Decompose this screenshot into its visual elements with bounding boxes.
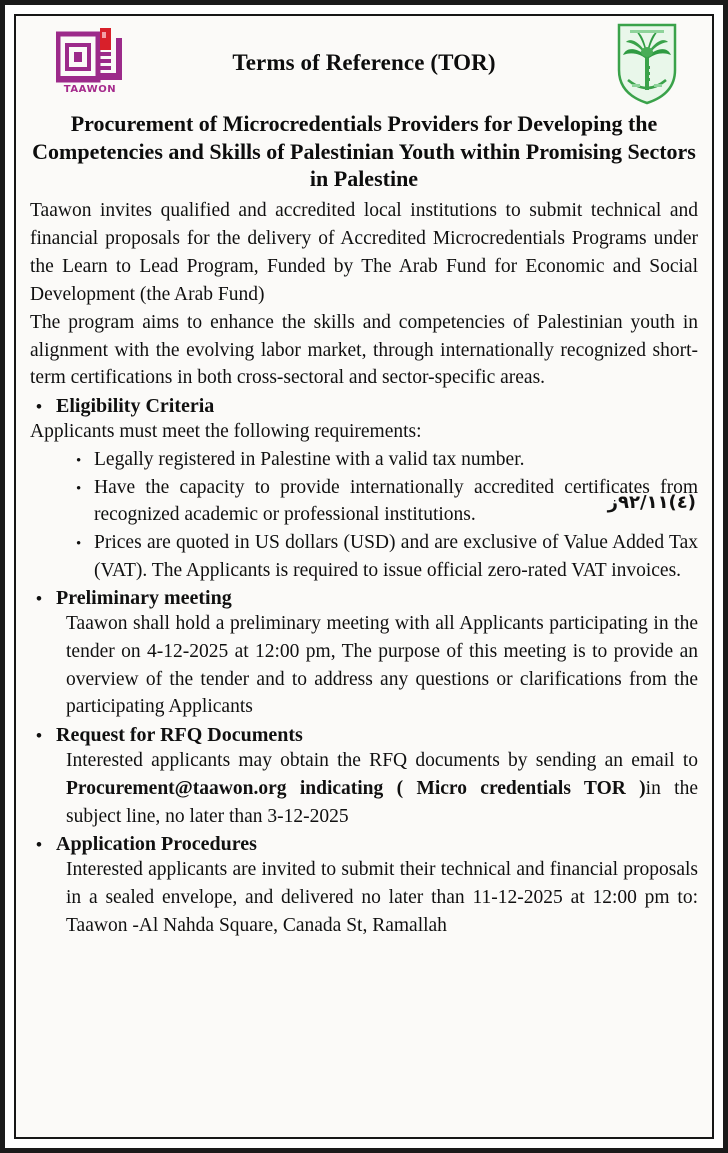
section-application-procedures	[30, 833, 698, 939]
eligibility-lead: Applicants must meet the following requirements:	[30, 421, 422, 443]
list-item-text: Legally registered in Palestine with a valid tax number.	[94, 448, 525, 470]
arabic-reference-number: (٤)١١/٢٩ز	[607, 492, 696, 513]
section-heading-row	[30, 833, 698, 856]
list-item-text: Prices are quoted in US dollars (USD) and are exclusive of Value Added Tax (VAT). The Applicants is required to issue official zero-rated VAT invoices.	[94, 532, 698, 581]
arab-fund-logo	[616, 22, 678, 106]
page-title: Terms of Reference (TOR)	[232, 50, 496, 75]
section-heading: Application Procedures	[56, 833, 257, 856]
preliminary-meeting-body: Taawon shall hold a preliminary meeting with all Applicants participating in the tender on 4-12-2025 at 12:00 pm, The purpose of this meeting is to provide an overview of the tender and to address any questions or clarifications from the participating Applicants	[66, 613, 698, 718]
intro-paragraph-1: Taawon invites qualified and accredited local institutions to submit technical and financial proposals for the delivery of Accredited Microcredentials Programs under the Learn to Lead Program, Funded by The Arab Fund for Economic and Social Development (the Arab Fund)	[30, 200, 698, 305]
section-preliminary-meeting	[30, 587, 698, 721]
document-header	[30, 20, 698, 108]
section-request-rfq-documents	[30, 724, 698, 830]
rfq-email-highlight[interactable]: Procurement@taawon.org indicating ( Micro credentials TOR )	[66, 777, 646, 799]
bullet-icon: •	[36, 397, 42, 417]
list-item-text: Have the capacity to provide internationally accredited certificates from recognized academic or professional institutions.	[94, 476, 698, 526]
arab-fund-shield-icon	[616, 22, 678, 106]
bullet-icon: •	[36, 726, 42, 746]
section-eligibility-criteria	[30, 395, 698, 584]
bullet-icon: •	[36, 835, 42, 855]
bullet-icon: •	[76, 536, 82, 553]
outer-frame	[5, 5, 723, 1148]
list-item	[30, 474, 698, 529]
inner-frame	[14, 14, 714, 1139]
taawon-wordmark: TAAWON	[63, 84, 117, 95]
intro-paragraph-2: The program aims to enhance the skills and competencies of Palestinian youth in alignment with the evolving labor market, through internationally recognized short-term certifications in both cross-sectoral and sector-specific areas.	[30, 311, 698, 389]
document-content	[16, 16, 712, 1137]
rfq-body-part-1: Interested applicants may obtain the RFQ documents by sending an email to	[66, 750, 698, 772]
request-rfq-body	[30, 747, 698, 830]
eligibility-bullet-list	[30, 446, 698, 584]
application-procedures-body: Interested applicants are invited to submit their technical and financial proposals in a sealed envelope, and delivered no later than 11-12-2025 at 12:00 pm to: Taawon -Al Nahda Square, Canada St, Ramallah	[66, 859, 698, 936]
document-title: Procurement of Microcredentials Providers for Developing the Competencies and Skills of Palestinian Youth within Promising Sectors in Palestine	[32, 111, 696, 192]
list-item	[30, 446, 698, 474]
list-item	[30, 529, 698, 584]
bullet-icon: •	[76, 480, 82, 497]
section-heading-row	[30, 587, 698, 610]
section-heading-row	[30, 395, 698, 418]
bullet-icon: •	[76, 452, 82, 469]
section-heading: Eligibility Criteria	[56, 395, 215, 418]
rfq-body-part-2: in the subject line, no later than 3-12-2025	[66, 777, 698, 827]
section-heading: Request for RFQ Documents	[56, 724, 303, 747]
section-heading-row	[30, 724, 698, 747]
section-heading: Preliminary meeting	[56, 587, 232, 610]
bullet-icon: •	[36, 589, 42, 609]
